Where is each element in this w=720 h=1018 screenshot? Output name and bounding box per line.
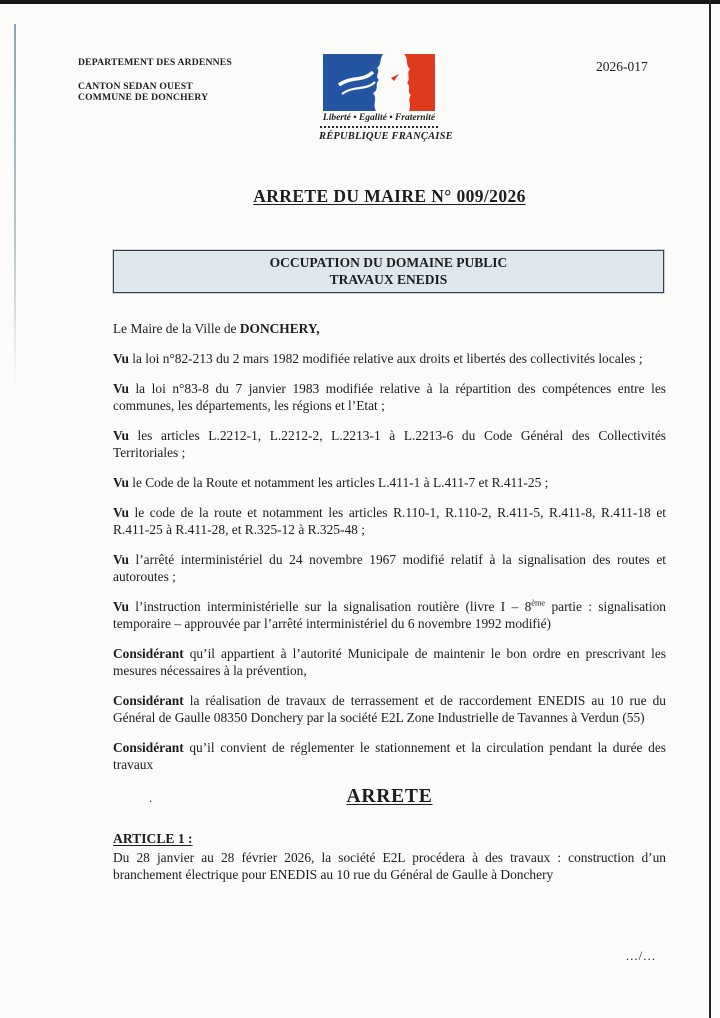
- reference-number: 2026-017: [596, 59, 648, 74]
- document-body: [113, 186, 666, 896]
- preamble-paragraph: Vu le code de la route et notamment les articles R.110-1, R.110-2, R.411-5, R.411-8, R.411-18 et R.411-25 à R.411-28, et R.325-12 à R.325-48 ;: [113, 505, 666, 537]
- paragraph-lead-word: Vu: [113, 428, 129, 443]
- paragraph-lead-word: Considérant: [113, 646, 184, 661]
- logo-motto: Liberté • Egalité • Fraternité: [322, 113, 436, 123]
- logo-divider: [320, 126, 438, 128]
- department-label: DEPARTEMENT DES ARDENNES: [78, 57, 232, 68]
- paragraph-lead-word: Vu: [113, 505, 129, 520]
- paragraph-lead-word: Considérant: [113, 693, 184, 708]
- subject-line-2: TRAVAUX ENEDIS: [329, 272, 448, 287]
- logo-republic-label: RÉPUBLIQUE FRANÇAISE: [319, 131, 453, 142]
- commune-name-bold: DONCHERY,: [239, 321, 320, 336]
- preamble-paragraph: Vu le Code de la Route et notamment les articles L.411-1 à L.411-7 et R.411-25 ;: [113, 475, 549, 490]
- subject-line-1: OCCUPATION DU DOMAINE PUBLIC: [269, 255, 508, 270]
- preamble-paragraph: Considérant la réalisation de travaux de terrassement et de raccordement ENEDIS au 10 rue du Général de Gaulle 08350 Donchery par la société E2L Zone Industrielle de Tavannes à Verdun (55): [113, 693, 666, 725]
- preamble-paragraphs: [113, 350, 666, 773]
- preamble-paragraph: Vu la loi n°83-8 du 7 janvier 1983 modifiée relative à la répartition des compétences entre les communes, les départements, les régions et l’Etat ;: [113, 381, 666, 413]
- paragraph-lead-word: Vu: [113, 599, 129, 614]
- issuer-block: [78, 57, 232, 104]
- document-title: ARRETE DU MAIRE N° 009/2026: [253, 186, 526, 206]
- subject-box: [113, 250, 664, 293]
- republique-francaise-logo: [319, 54, 453, 142]
- canton-label: CANTON SEDAN OUEST: [78, 80, 193, 92]
- preamble-paragraph: Vu l’instruction interministérielle sur la signalisation routière (livre I – 8ème partie : signalisation temporaire – approuvée par l’arrêté interministériel du 6 novembre 1992 modifié): [113, 598, 666, 631]
- preamble-paragraph: Vu les articles L.2212-1, L.2212-2, L.2213-1 à L.2213-6 du Code Général des Collectivités Territoriales ;: [113, 428, 666, 460]
- scan-artifact-left-line: [14, 24, 16, 389]
- continuation-mark: .../...: [625, 948, 656, 963]
- intro-paragraph: [113, 320, 666, 337]
- commune-label: COMMUNE DE DONCHERY: [78, 92, 209, 103]
- paragraph-lead-word: Vu: [113, 552, 129, 567]
- arrete-heading: ARRETE: [346, 786, 433, 807]
- marianne-logo-icon: [323, 54, 435, 111]
- article-1-heading: ARTICLE 1 :: [113, 831, 193, 846]
- scan-artifact-top-bar: [0, 0, 720, 4]
- preamble-paragraph: Considérant qu’il convient de réglementer le stationnement et la circulation pendant la durée des travaux: [113, 740, 666, 772]
- preamble-paragraph: Considérant qu’il appartient à l’autorité Municipale de maintenir le bon ordre en prescrivant les mesures nécessaires à la prévention,: [113, 646, 666, 678]
- preamble-paragraph: Vu l’arrêté interministériel du 24 novembre 1967 modifié relatif à la signalisation des routes et autoroutes ;: [113, 552, 666, 584]
- intro-text: Le Maire de la Ville de: [113, 321, 240, 336]
- paragraph-lead-word: Vu: [113, 475, 129, 490]
- article-1-body: Du 28 janvier au 28 février 2026, la société E2L procédera à des travaux : construction d’un branchement électrique pour ENEDIS au 10 rue du Général de Gaulle à Donchery: [113, 850, 666, 882]
- paragraph-lead-word: Considérant: [113, 740, 184, 755]
- scan-artifact-right-line: [709, 0, 711, 1018]
- stray-mark: .: [149, 790, 153, 805]
- paragraph-lead-word: Vu: [113, 351, 129, 366]
- spacer: [78, 69, 232, 81]
- paragraph-lead-word: Vu: [113, 381, 129, 396]
- preamble-paragraph: Vu la loi n°82-213 du 2 mars 1982 modifiée relative aux droits et libertés des collectivités locales ;: [113, 351, 643, 366]
